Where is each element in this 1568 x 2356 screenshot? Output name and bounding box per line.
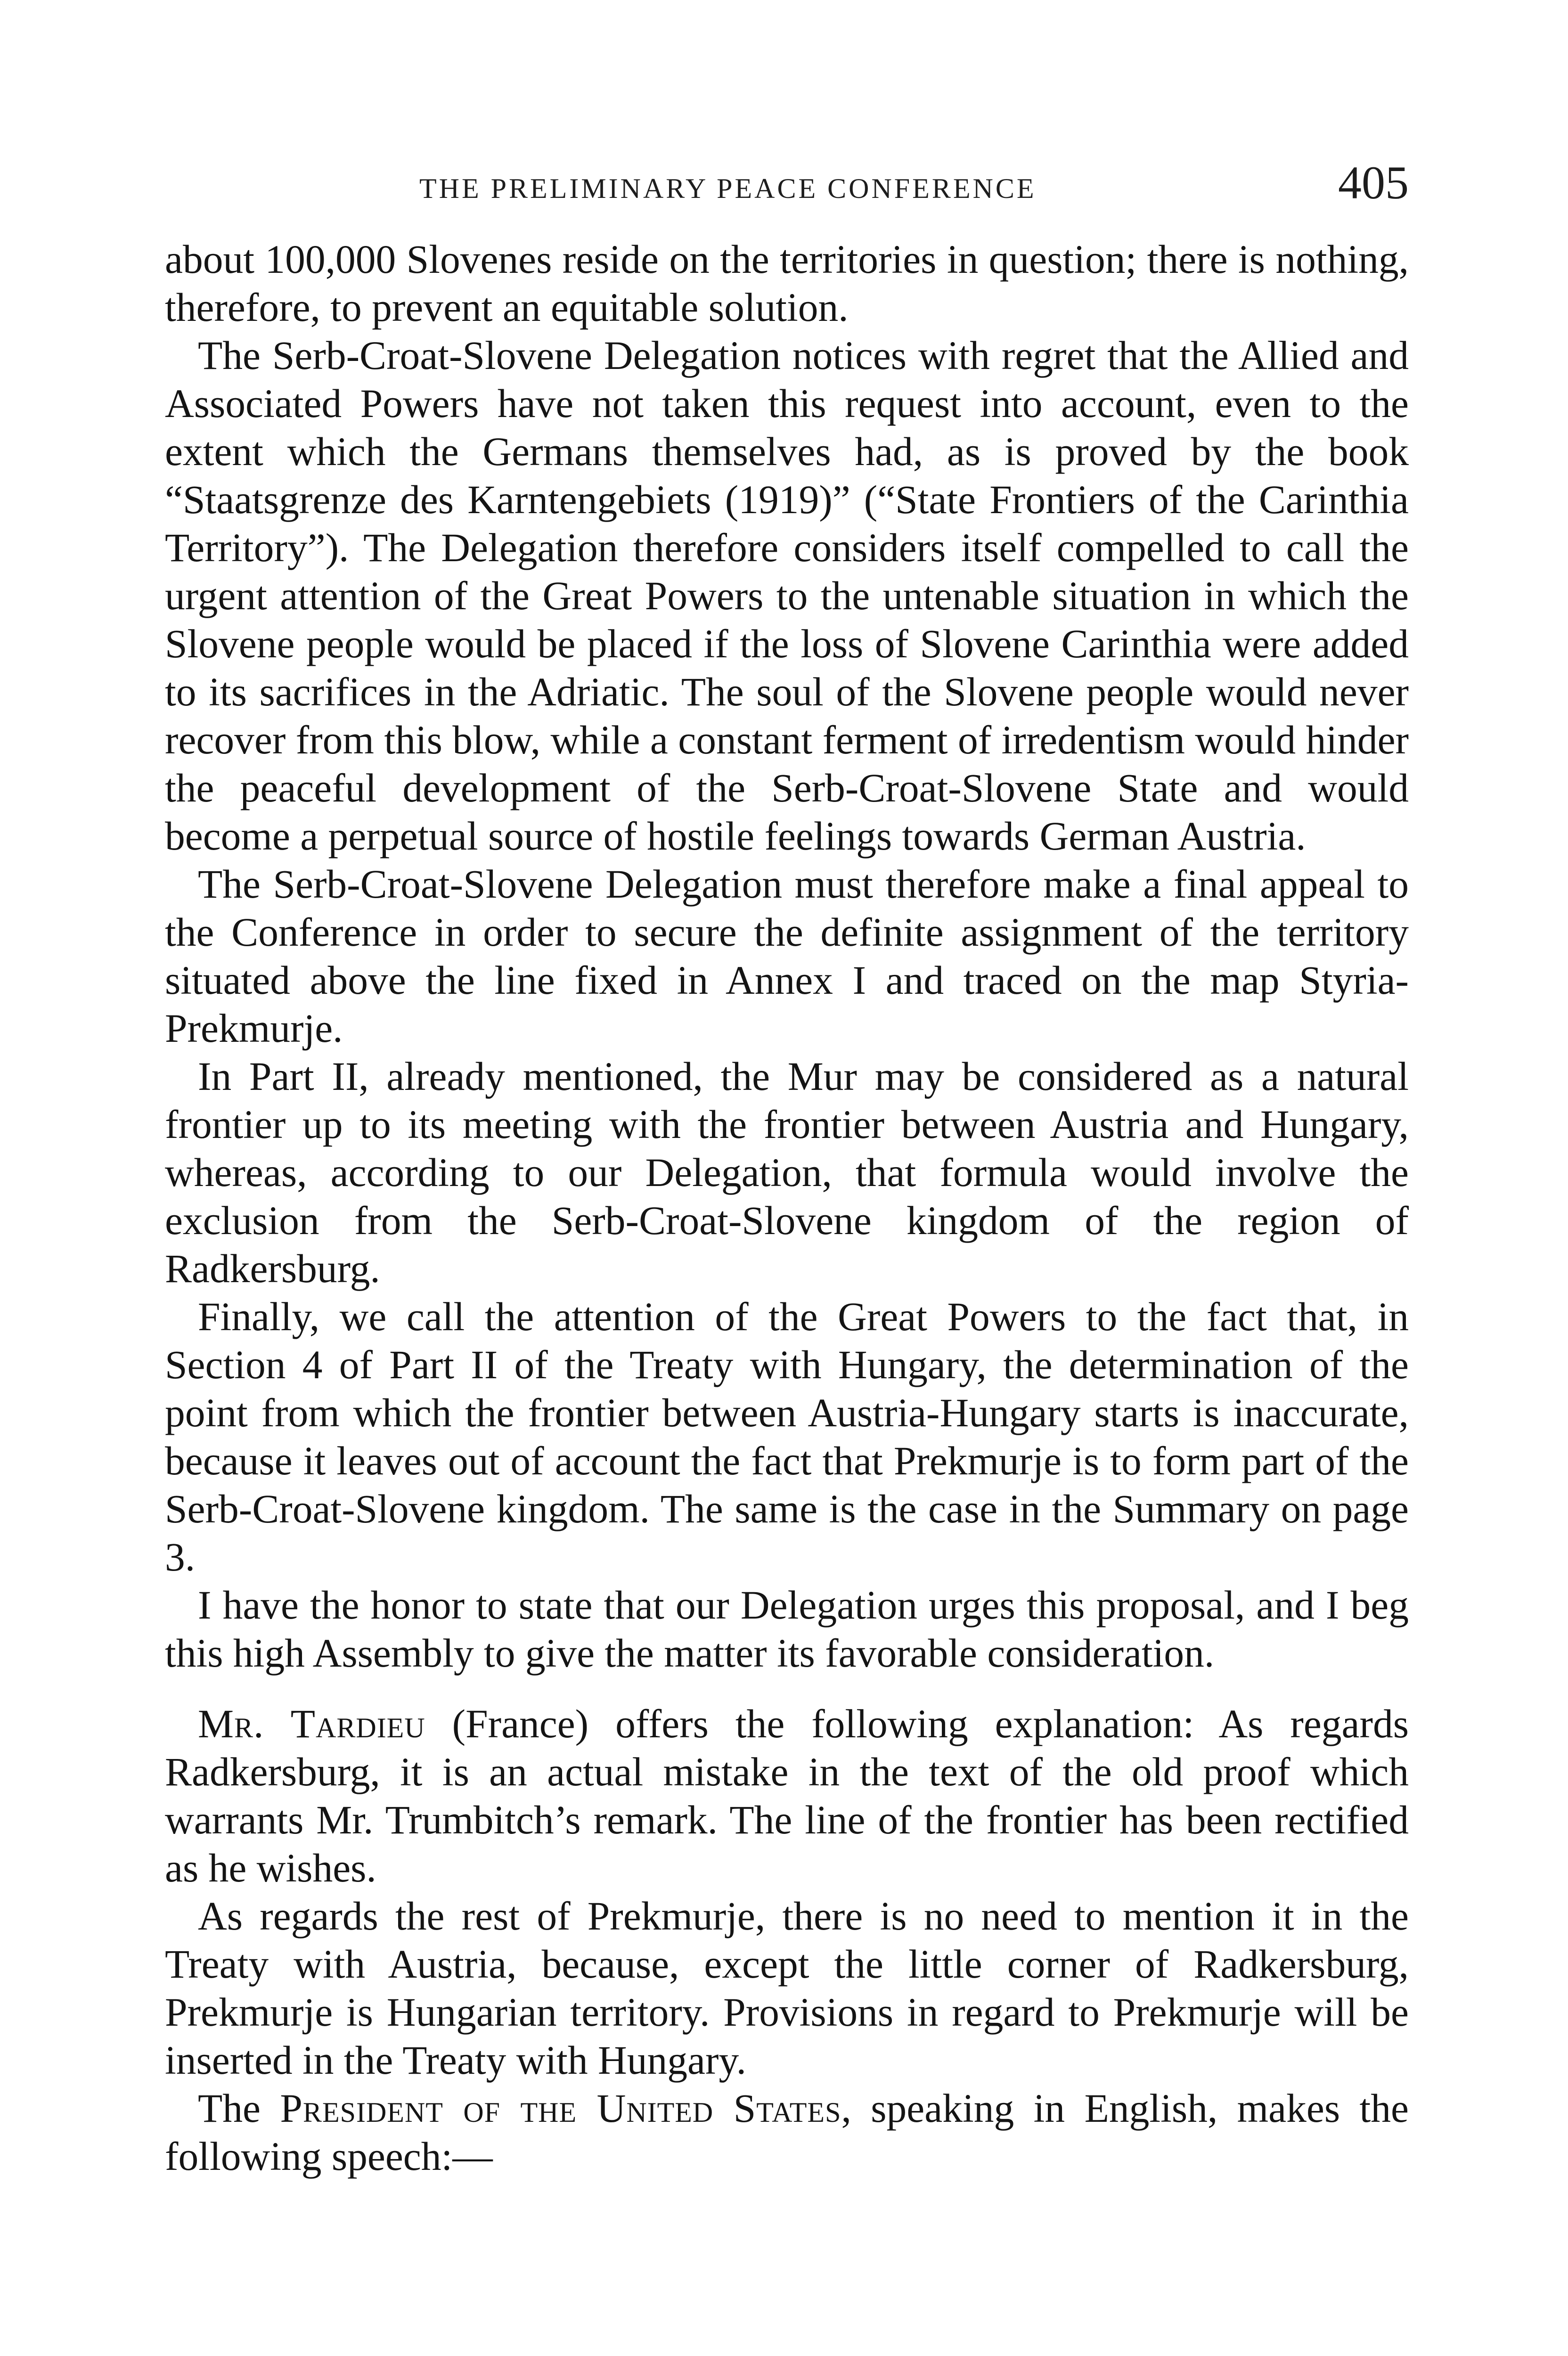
paragraph-7-text: (France) offers the following explanation: As regards Radkersburg, it is an actual mistake in the text of the old proof which warrants Mr. Trumbitch’s remark. The line of the frontier has been rectified as he wishes. — [165, 1702, 1409, 1890]
paragraph-5: Finally, we call the attention of the Great Powers to the fact that, in Section 4 of Part II of the Treaty with Hungary, the determination of the point from which the frontier between Austria-Hungary starts is inaccurate, because it leaves out of account the fact that Prekmurje is to form part of the Serb-Croat-Slovene kingdom. The same is the case in the Summary on page 3. — [165, 1295, 1409, 1579]
running-title: THE PRELIMINARY PEACE CONFERENCE — [419, 173, 1037, 204]
paragraph-9-text: , speaking in English, makes the following speech:— — [165, 2086, 1409, 2179]
paragraph-1: about 100,000 Slovenes reside on the territories in question; there is nothing, therefore, to prevent an equitable solution. — [165, 237, 1409, 330]
paragraph-8: As regards the rest of Prekmurje, there is no need to mention it in the Treaty with Austria, because, except the little corner of Radkersburg, Prekmurje is Hungarian territory. Provisions in regard to Prekmurje will be inserted in the Treaty with Hungary. — [165, 1894, 1409, 2083]
paragraph-7 — [165, 1700, 1409, 1892]
paragraph-9-lead: The — [198, 2086, 280, 2131]
running-header — [165, 155, 1409, 221]
speaker-name: President of the United States — [280, 2086, 841, 2131]
paragraph-2: The Serb-Croat-Slovene Delegation notices with regret that the Allied and Associated Powers have not taken this request into account, even to the extent which the Germans themselves had, as is proved by the book “Staatsgrenze des Karntengebiets (1919)” (“State Frontiers of the Carinthia Territory”). The Delegation therefore considers itself compelled to call the urgent attention of the Great Powers to the untenable situation in which the Slovene people would be placed if the loss of Slovene Carinthia were added to its sacrifices in the Adriatic. The soul of the Slovene people would never recover from this blow, while a constant ferment of irredentism would hinder the peaceful development of the Serb-Croat-Slovene State and would become a perpetual source of hostile feelings towards German Austria. — [165, 334, 1409, 859]
paragraph-6: I have the honor to state that our Delegation urges this proposal, and I beg this high Assembly to give the matter its favorable consideration. — [165, 1583, 1409, 1676]
paragraph-4: In Part II, already mentioned, the Mur may be considered as a natural frontier up to its meeting with the frontier between Austria and Hungary, whereas, according to our Delegation, that formula would involve the exclusion from the Serb-Croat-Slovene kingdom of the region of Radkersburg. — [165, 1055, 1409, 1291]
document-page — [165, 155, 1409, 2181]
paragraph-9 — [165, 2085, 1409, 2181]
page-number: 405 — [1338, 156, 1409, 209]
paragraph-3: The Serb-Croat-Slovene Delegation must therefore make a final appeal to the Conference in order to secure the definite assignment of the territory situated above the line fixed in Annex I and traced on the map Styria-Prekmurje. — [165, 862, 1409, 1051]
speaker-name: Mr. Tardieu — [198, 1702, 425, 1746]
